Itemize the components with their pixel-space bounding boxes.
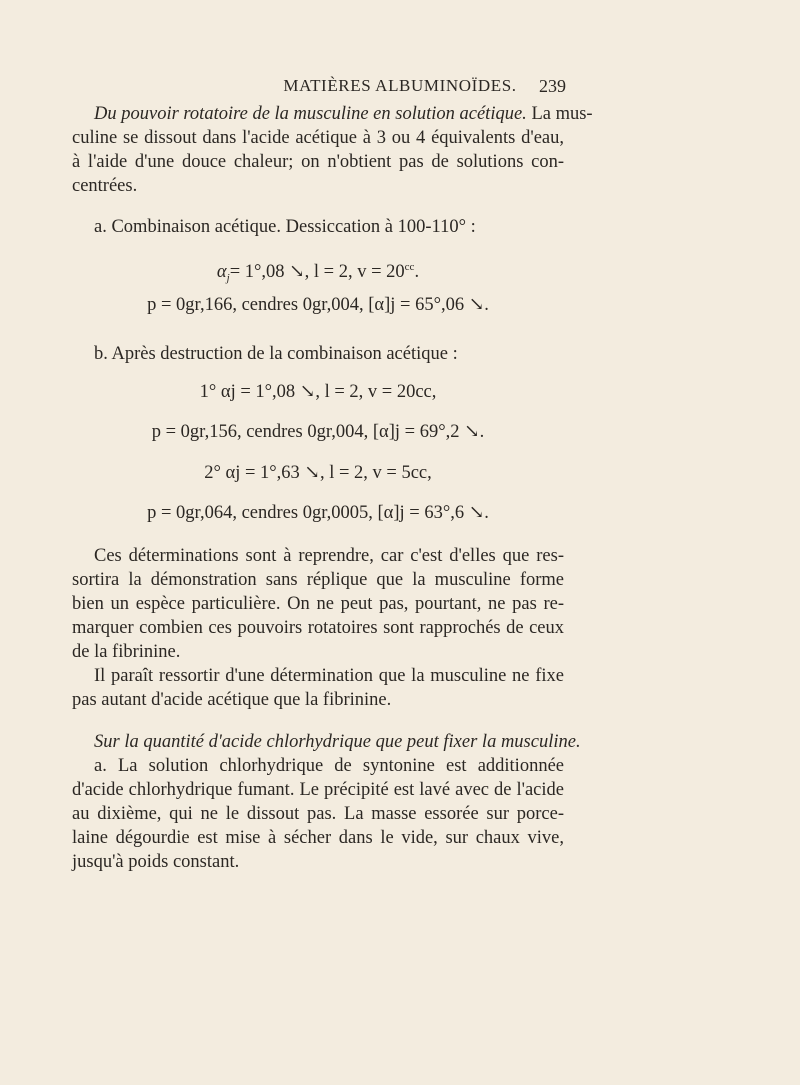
conclusion-line-2: sortira la démonstration sans réplique que la musculine forme (72, 570, 564, 590)
intro-line-3: à l'aide d'une douce chaleur; on n'obtient pas de solutions con- (72, 152, 564, 172)
section-a-measure-2: p = 0gr,166, cendres 0gr,004, [α]j = 65°,06 ↘. (147, 295, 489, 315)
conclusion-line-1: Ces déterminations sont à reprendre, car c'est d'elles que res- (94, 546, 564, 566)
measure-tail: . (414, 262, 420, 282)
section-a-measure-1 (72, 256, 564, 289)
page-header (0, 76, 800, 100)
hydrochloric-line-4: laine dégourdie est mise à sécher dans le vide, sur chaux vive, (72, 828, 564, 848)
intro-line-2: culine se dissout dans l'acide acétique à 3 ou 4 équivalents d'eau, (72, 128, 564, 148)
conclusion-line-3: bien un espèce particulière. On ne peut pas, pourtant, ne pas re- (72, 594, 564, 614)
hydrochloric-line-2: d'acide chlorhydrique fumant. Le précipité est lavé avec de l'acide (72, 780, 564, 800)
intro-heading-rest: La mus- (526, 104, 593, 124)
conclusion-line-6: Il paraît ressortir d'une détermination que la musculine ne fixe (94, 666, 564, 686)
hydrochloric-line-5: jusqu'à poids constant. (72, 852, 240, 872)
section-b-measure-3: 2° αj = 1°,63 ↘, l = 2, v = 5cc, (204, 463, 432, 483)
hydrochloric-line-1: a. La solution chlorhydrique de syntonine est additionnée (94, 756, 564, 776)
intro-line-4: centrées. (72, 176, 138, 196)
running-title: MATIÈRES ALBUMINOÏDES. (283, 76, 517, 95)
intro-line-1 (72, 103, 593, 125)
section-b-heading: b. Après destruction de la combinaison acétique : (94, 344, 458, 364)
section-a-heading: a. Combinaison acétique. Dessiccation à 100-110° : (94, 217, 476, 237)
unit-superscript: cc (404, 261, 415, 273)
measure-value: = 1°,08 ↘, l = 2, v = 20 (229, 262, 405, 282)
alpha-symbol: α (216, 262, 227, 282)
hydrochloric-heading: Sur la quantité d'acide chlorhydrique que peut fixer la musculine. (94, 732, 581, 752)
conclusion-line-5: de la fibrinine. (72, 642, 181, 662)
conclusion-line-7: pas autant d'acide acétique que la fibrinine. (72, 690, 392, 710)
section-b-measure-1: 1° αj = 1°,08 ↘, l = 2, v = 20cc, (199, 382, 437, 402)
hydrochloric-line-3: au dixième, qui ne le dissout pas. La masse essorée sur porce- (72, 804, 564, 824)
section-b-measure-4: p = 0gr,064, cendres 0gr,0005, [α]j = 63°,6 ↘. (147, 503, 489, 523)
page-number: 239 (539, 76, 566, 96)
alpha-subscript: j (226, 272, 230, 284)
conclusion-line-4: marquer combien ces pouvoirs rotatoires sont rapprochés de ceux (72, 618, 564, 638)
section-b-measure-2: p = 0gr,156, cendres 0gr,004, [α]j = 69°,2 ↘. (151, 422, 485, 442)
intro-heading: Du pouvoir rotatoire de la musculine en solution acétique. (94, 104, 527, 124)
